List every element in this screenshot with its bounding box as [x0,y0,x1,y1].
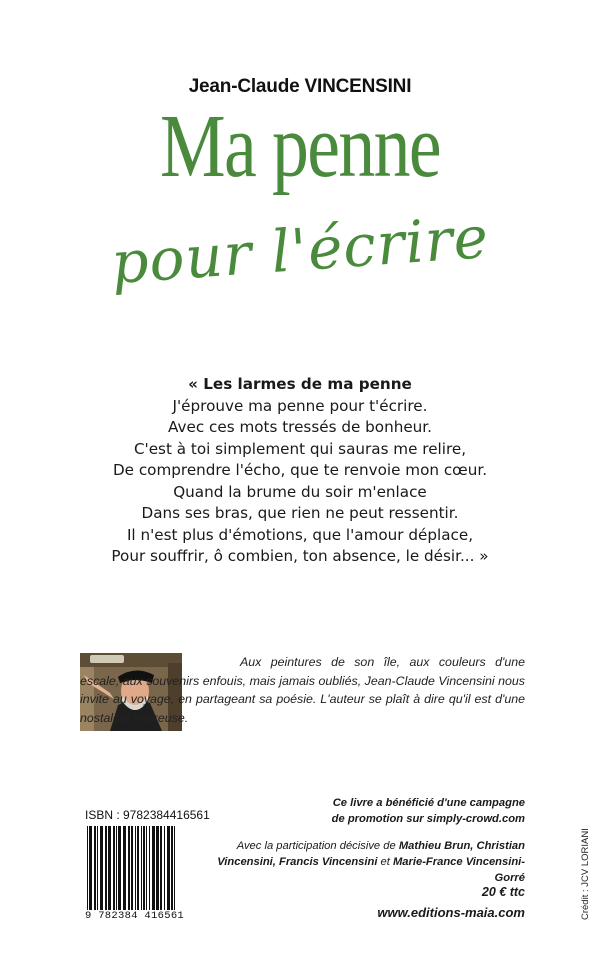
barcode-bar [89,826,92,910]
publisher-website: www.editions-maia.com [377,905,525,920]
book-subtitle: pour l'écrire [108,202,492,298]
barcode-bar [94,826,96,910]
poem-heading: « Les larmes de ma penne [188,375,412,393]
author-bio-text: Aux peintures de son île, aux couleurs d'une escale, aux souvenirs enfouis, mais jamais oubliés, Jean-Claude Vincensini nous invite au voyage, en partageant sa poésie. L'auteur se plaît à dire qu'il est d'une nostalgie heureuse. [80,655,525,725]
barcode-bar [141,826,142,910]
barcode-digits: 9 782384 416561 [85,910,185,922]
campaign-line: de promotion sur simply-crowd.com [331,813,525,825]
barcode-bar [146,826,147,910]
poem-excerpt [0,374,600,568]
barcode-bar [164,826,165,910]
barcode-bar [174,826,175,910]
barcode-bar [143,826,145,910]
barcode-bar [156,826,159,910]
photo-credit: Crédit : JCV LORIANI [580,828,591,920]
author-bio [80,653,525,727]
barcode-bar [100,826,103,910]
participation-prefix: Avec la participation décisive de [236,840,399,852]
participation-conj: et [377,856,393,868]
barcode-bar [131,826,133,910]
barcode-bar [105,826,107,910]
poem-line: J'éprouve ma penne pour t'écrire. [172,396,428,415]
barcode-bar [116,826,117,910]
campaign-note [215,795,525,827]
price: 20 € ttc [481,885,525,899]
poem-line: Quand la brume du soir m'enlace [173,482,427,501]
participation-names: Mathieu Brun, Christian Vincensini, Francis Vincensini [217,840,525,868]
participation-note [215,838,525,886]
campaign-line: Ce livre a bénéficié d'une campagne [332,797,525,809]
isbn-label: ISBN : 9782384416561 [85,808,210,822]
barcode-bar [113,826,115,910]
book-title: Ma penne [160,97,440,196]
author-name: Jean-Claude VINCENSINI [188,76,412,97]
poem-line: Pour souffrir, ô combien, ton absence, le désir... » [111,547,489,565]
participation-last: Marie-France Vincensini-Gorré [392,856,525,884]
poem-line: Avec ces mots tressés de bonheur. [168,418,432,436]
barcode-bar [160,826,162,910]
barcode-bar [135,826,136,910]
barcode-bar [171,826,173,910]
barcode-bar [149,826,150,910]
barcode-bar [108,826,111,910]
barcode-bar [123,826,126,910]
poem-line: C'est à toi simplement qui sauras me relire, [133,439,467,458]
barcode-bar [152,826,155,910]
barcode-bar [137,826,139,910]
isbn-barcode [85,826,203,914]
barcode-bar [97,826,98,910]
barcode-bar [128,826,130,910]
poem-line: Dans ses bras, que rien ne peut ressentir. [141,504,459,522]
barcode-bar [167,826,170,910]
barcode-bar [118,826,121,910]
poem-line: De comprendre l'écho, que te renvoie mon cœur. [112,461,488,479]
poem-line: Il n'est plus d'émotions, que l'amour déplace, [126,525,474,544]
barcode-bar [87,826,88,910]
